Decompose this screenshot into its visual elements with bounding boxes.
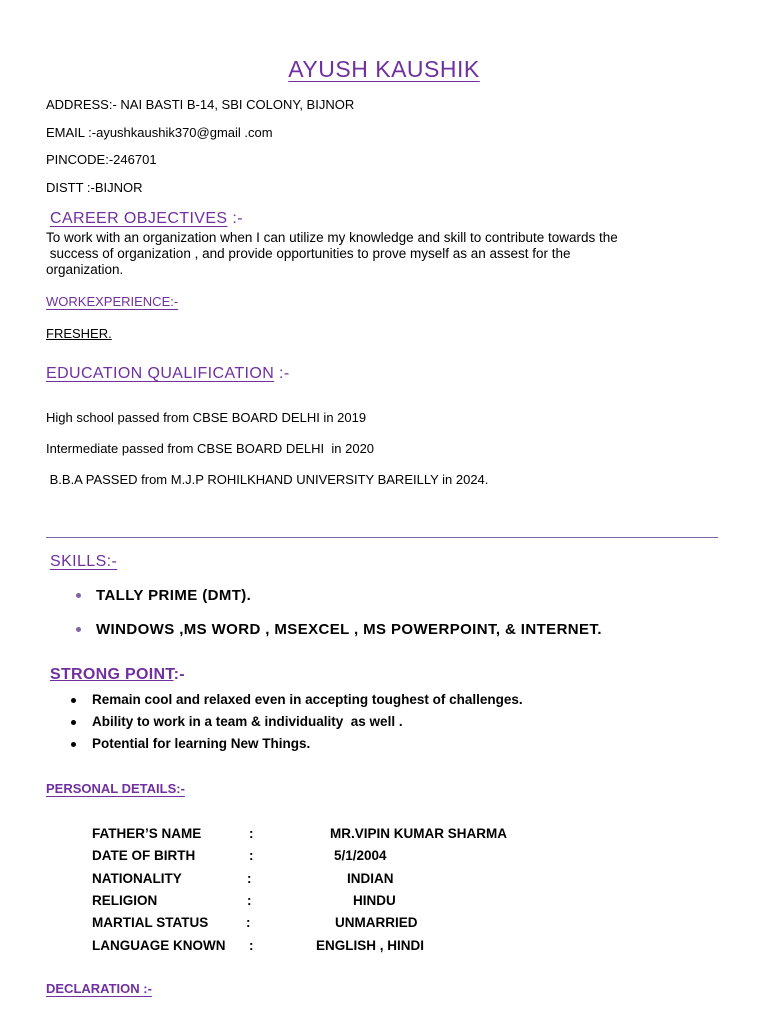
personal-label-father: FATHER’S NAME [92, 826, 202, 841]
skills-heading: SKILLS:- [50, 553, 118, 570]
work-experience-value: FRESHER. [46, 326, 112, 341]
education-item-bba: B.B.A PASSED from M.J.P ROHILKHAND UNIVERSITY BAREILLY in 2024. [46, 472, 489, 487]
bullet-icon [76, 593, 81, 598]
strong-point-item: Ability to work in a team & individuality as well . [92, 714, 523, 736]
personal-label-language: LANGUAGE KNOWN [92, 938, 226, 953]
skill-item: TALLY PRIME (DMT). [96, 587, 602, 604]
district-line: DISTT :-BIJNOR [46, 180, 143, 195]
section-divider [46, 537, 718, 538]
bullet-icon [71, 742, 76, 747]
work-experience-heading: WORKEXPERIENCE:- [46, 294, 179, 309]
career-objectives-heading: CAREER OBJECTIVES :- [50, 210, 243, 227]
personal-sep: : [247, 893, 252, 908]
skills-list [96, 587, 602, 638]
strong-point-item: Potential for learning New Things. [92, 736, 523, 758]
personal-value-marital: UNMARRIED [335, 915, 418, 930]
personal-label-religion: RELIGION [92, 893, 158, 908]
skill-item: WINDOWS ,MS WORD , MSEXCEL , MS POWERPOINT, & INTERNET. [96, 621, 602, 638]
personal-sep: : [249, 826, 254, 841]
address-line: ADDRESS:- NAI BASTI B-14, SBI COLONY, BIJNOR [46, 97, 355, 112]
education-item-intermediate: Intermediate passed from CBSE BOARD DELHI in 2020 [46, 441, 375, 456]
personal-sep: : [246, 915, 251, 930]
education-heading: EDUCATION QUALIFICATION :- [46, 365, 290, 382]
personal-label-marital: MARTIAL STATUS [92, 915, 209, 930]
education-item-highschool: High school passed from CBSE BOARD DELHI in 2019 [46, 410, 367, 425]
personal-value-dob: 5/1/2004 [334, 848, 387, 863]
strong-point-list [92, 692, 523, 758]
personal-value-religion: HINDU [353, 893, 396, 908]
personal-sep: : [247, 871, 252, 886]
resume-name: AYUSH KAUSHIK [288, 56, 480, 82]
personal-value-language: ENGLISH , HINDI [316, 938, 425, 953]
personal-sep: : [249, 848, 254, 863]
bullet-icon [71, 698, 76, 703]
declaration-heading: DECLARATION :- [46, 981, 152, 996]
personal-label-dob: DATE OF BIRTH [92, 848, 196, 863]
pincode-line: PINCODE:-246701 [46, 152, 157, 167]
personal-value-nationality: INDIAN [347, 871, 394, 886]
personal-value-father: MR.VIPIN KUMAR SHARMA [330, 826, 507, 841]
strong-point-heading: STRONG POINT:- [50, 666, 185, 683]
strong-point-item: Remain cool and relaxed even in accepting toughest of challenges. [92, 692, 523, 714]
career-objectives-text: To work with an organization when I can utilize my knowledge and skill to contribute towards the success of organization , and provide opportunities to prove myself as an assest for the organization. [46, 230, 618, 277]
bullet-icon [71, 720, 76, 725]
bullet-icon [76, 627, 81, 632]
personal-details-heading: PERSONAL DETAILS:- [46, 781, 185, 796]
email-line: EMAIL :-ayushkaushik370@gmail .com [46, 125, 273, 140]
personal-label-nationality: NATIONALITY [92, 871, 182, 886]
personal-sep: : [249, 938, 254, 953]
